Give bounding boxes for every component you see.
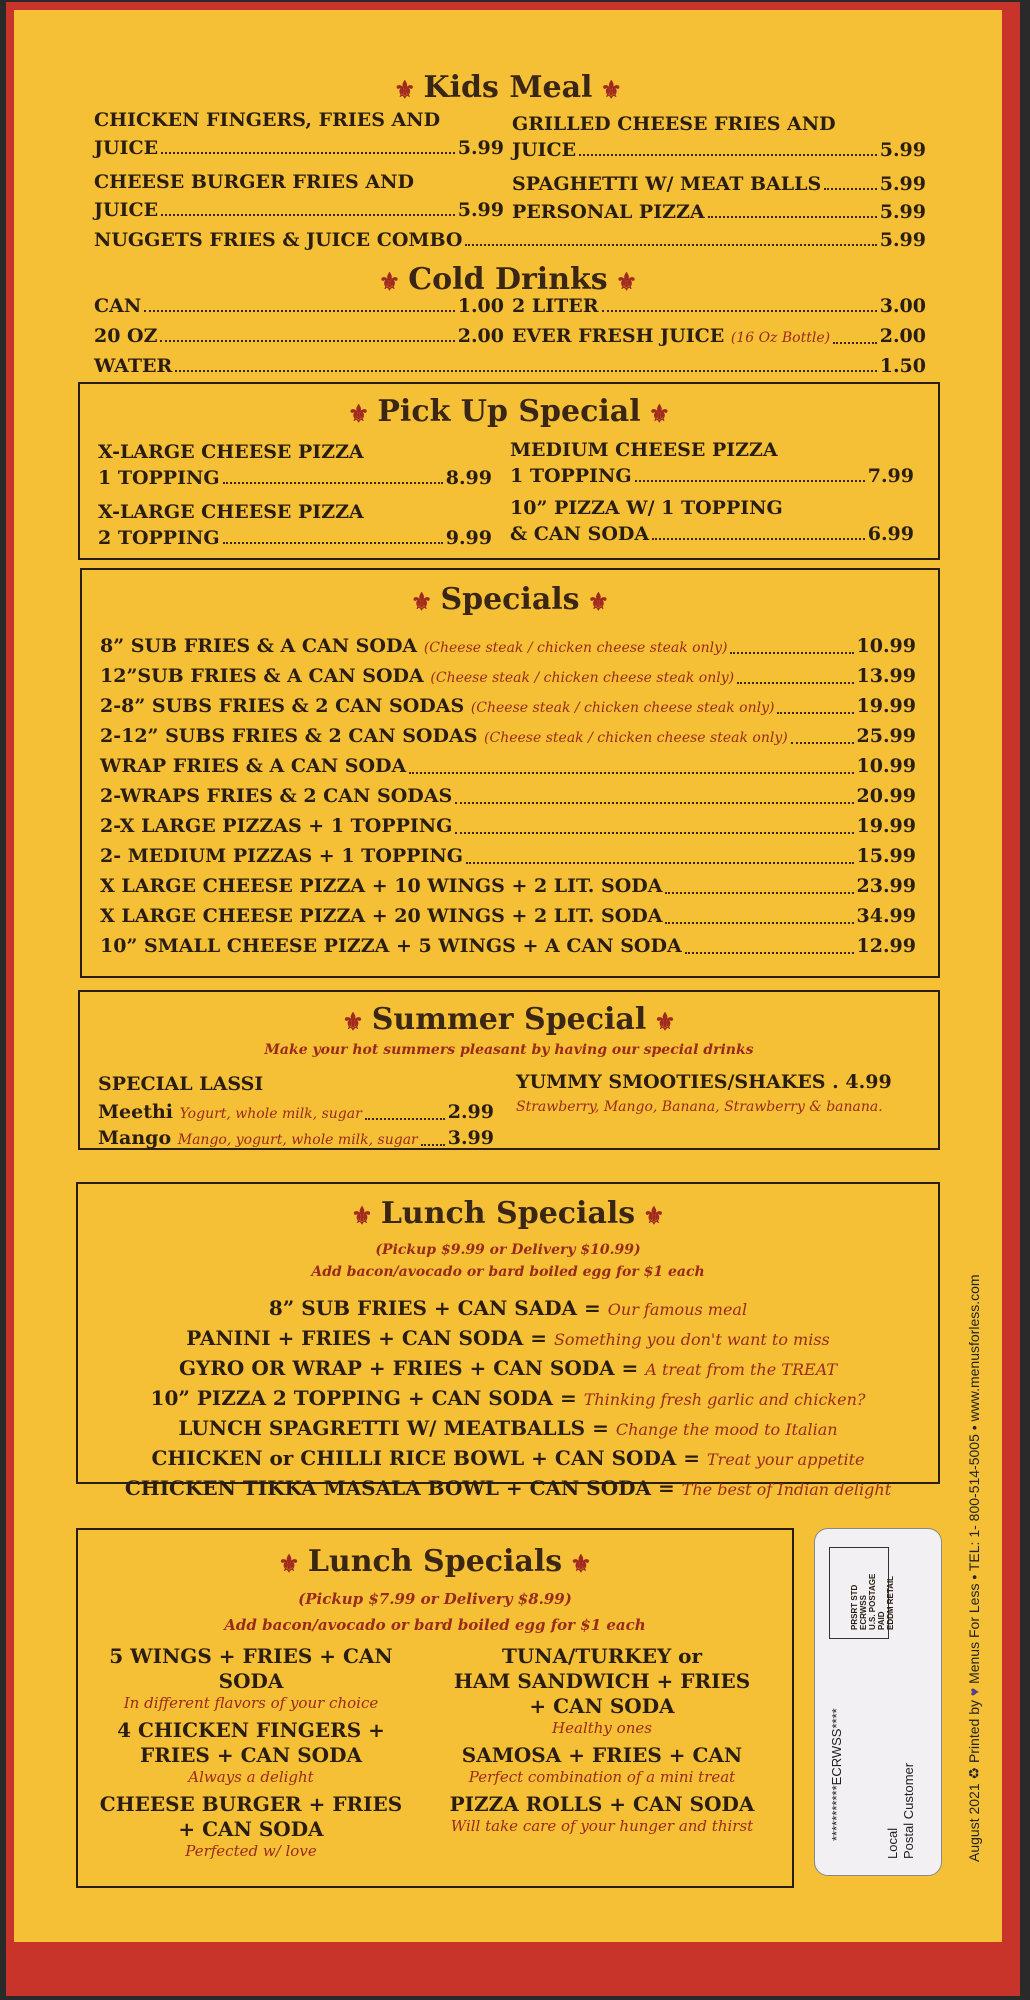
leaf-ornament-icon: ⚜	[410, 586, 433, 616]
ecrwss-line: ***********ECRWSS****	[829, 1708, 844, 1841]
lunch-2-item: PIZZA ROLLS + CAN SODA Will take care of your hunger and thirst	[449, 1792, 755, 1835]
summer-special-box	[78, 990, 940, 1150]
lunch-2-pricing: (Pickup $7.99 or Delivery $8.99)	[298, 1590, 572, 1608]
pickup-special-box	[78, 382, 940, 560]
menu-page	[14, 10, 1002, 1942]
pickup-item-4-line1: 10” PIZZA W/ 1 TOPPING	[510, 497, 783, 519]
kids-item-1: JUICE 5.99	[94, 137, 504, 159]
specials-item: 2-12” SUBS FRIES & 2 CAN SODAS (Cheese steak / chicken cheese steak only) 25.99	[100, 725, 916, 747]
lunch-1-item: GYRO OR WRAP + FRIES + CAN SODA = A treat from the TREAT	[178, 1356, 838, 1380]
brand-heart-icon: ♥	[966, 1687, 982, 1697]
pickup-item-1-line1: X-LARGE CHEESE PIZZA	[98, 441, 364, 463]
specials-item: 2-WRAPS FRIES & 2 CAN SODAS 20.99	[100, 785, 916, 807]
leaf-ornament-icon: ⚜	[643, 1200, 665, 1230]
lunch-1-addon: Add bacon/avocado or bard boiled egg for $1 each	[311, 1264, 705, 1280]
leaf-ornament-icon: ⚜	[351, 1200, 373, 1230]
cold-drinks-title: ⚜ Cold Drinks ⚜	[378, 262, 638, 297]
lunch-1-pricing: (Pickup $9.99 or Delivery $10.99)	[375, 1242, 641, 1258]
lunch-1-item: LUNCH SPAGRETTI W/ MEATBALLS = Change the mood to Italian	[178, 1416, 838, 1440]
kids-item-6: NUGGETS FRIES & JUICE COMBO 5.99	[94, 229, 926, 251]
postage-text: PRSRT STD ECRWSS U.S. POSTAGE PAID EDDM RETAIL	[850, 1573, 895, 1630]
smoothies-desc: Strawberry, Mango, Banana, Strawberry & banana.	[516, 1099, 883, 1115]
pickup-item-1: 1 TOPPING 8.99	[98, 467, 492, 489]
leaf-ornament-icon: ⚜	[587, 586, 610, 616]
specials-item: 10” SMALL CHEESE PIZZA + 5 WINGS + A CAN SODA 12.99	[100, 935, 916, 957]
lunch-specials-1-box	[76, 1182, 940, 1500]
lunch-1-item: PANINI + FRIES + CAN SODA = Something you don't want to miss	[186, 1326, 830, 1350]
summer-special-title: ⚜ Summer Special ⚜	[342, 1002, 676, 1037]
postage-indicia	[829, 1547, 895, 1639]
leaf-ornament-icon: ⚜	[394, 74, 416, 104]
lunch-1-item: CHICKEN or CHILLI RICE BOWL + CAN SODA = Treat your appetite	[151, 1446, 865, 1470]
kids-item-1-line1: CHICKEN FINGERS, FRIES AND	[94, 109, 441, 131]
lunch-2-item: 4 CHICKEN FINGERS + FRIES + CAN SODA Always a delight	[117, 1718, 385, 1786]
printer-footer: August 2021 ♻ Printed by ♥ Menus For Less • TEL: 1- 800-514-5005 • www.menusforless.com	[966, 1274, 982, 1862]
pickup-special-title: ⚜ Pick Up Special ⚜	[347, 394, 671, 429]
kids-item-5: PERSONAL PIZZA 5.99	[512, 201, 926, 223]
lunch-1-list	[78, 1294, 938, 1504]
specials-item: 8” SUB FRIES & A CAN SODA (Cheese steak / chicken cheese steak only) 10.99	[100, 635, 916, 657]
postal-customer: Local Postal Customer	[885, 1762, 916, 1859]
specials-title: ⚜ Specials ⚜	[410, 582, 610, 617]
leaf-ornament-icon: ⚜	[570, 1548, 592, 1578]
lassi-meethi: Meethi Yogurt, whole milk, sugar 2.99	[98, 1101, 494, 1123]
specials-item: 2-X LARGE PIZZAS + 1 TOPPING 19.99	[100, 815, 916, 837]
drink-20oz: 20 OZ 2.00	[94, 325, 504, 347]
kids-item-4: SPAGHETTI W/ MEAT BALLS 5.99	[512, 173, 926, 195]
kids-item-3: JUICE 5.99	[94, 199, 504, 221]
leaf-ornament-icon: ⚜	[347, 398, 370, 428]
kids-item-2-line1: GRILLED CHEESE FRIES AND	[512, 113, 836, 135]
specials-item: X LARGE CHEESE PIZZA + 20 WINGS + 2 LIT. SODA 34.99	[100, 905, 916, 927]
lunch-2-left-column	[86, 1644, 416, 1866]
lunch-2-item: 5 WINGS + FRIES + CAN SODA In different flavors of your choice	[109, 1644, 393, 1712]
drink-can: CAN 1.00	[94, 295, 504, 317]
pickup-item-3-line1: X-LARGE CHEESE PIZZA	[98, 501, 364, 523]
specials-item: WRAP FRIES & A CAN SODA 10.99	[100, 755, 916, 777]
lunch-specials-2-title: ⚜ Lunch Specials ⚜	[278, 1544, 592, 1579]
drink-water: WATER 1.50	[94, 355, 926, 377]
mailing-panel	[814, 1528, 942, 1876]
leaf-ornament-icon: ⚜	[342, 1006, 364, 1036]
leaf-ornament-icon: ⚜	[615, 266, 638, 296]
specials-item: 2- MEDIUM PIZZAS + 1 TOPPING 15.99	[100, 845, 916, 867]
drink-2-liter: 2 LITER 3.00	[512, 295, 926, 317]
summer-subtitle: Make your hot summers pleasant by having our special drinks	[264, 1042, 754, 1058]
lunch-2-item: SAMOSA + FRIES + CAN Perfect combination of a mini treat	[461, 1743, 743, 1786]
lunch-2-right-column	[422, 1644, 782, 1841]
lunch-2-item: CHEESE BURGER + FRIES + CAN SODA Perfected w/ love	[99, 1792, 403, 1860]
kids-item-3-line1: CHEESE BURGER FRIES AND	[94, 171, 414, 193]
kids-item-2: JUICE 5.99	[512, 139, 926, 161]
lunch-2-addon: Add bacon/avocado or bard boiled egg for $1 each	[224, 1616, 646, 1634]
specials-box	[80, 568, 940, 978]
drink-ever-fresh-juice: EVER FRESH JUICE (16 Oz Bottle) 2.00	[512, 325, 926, 347]
lunch-specials-1-title: ⚜ Lunch Specials ⚜	[351, 1196, 665, 1231]
lunch-1-item: 10” PIZZA 2 TOPPING + CAN SODA = Thinking fresh garlic and chicken?	[150, 1386, 866, 1410]
lunch-1-item: 8” SUB FRIES + CAN SADA = Our famous meal	[268, 1296, 748, 1320]
lunch-2-item: TUNA/TURKEY or HAM SANDWICH + FRIES + CAN SODA Healthy ones	[453, 1644, 751, 1737]
leaf-ornament-icon: ⚜	[278, 1548, 300, 1578]
specials-item: X LARGE CHEESE PIZZA + 10 WINGS + 2 LIT. SODA 23.99	[100, 875, 916, 897]
lassi-mango: Mango Mango, yogurt, whole milk, sugar 3.99	[98, 1127, 494, 1149]
specials-item: 2-8” SUBS FRIES & 2 CAN SODAS (Cheese steak / chicken cheese steak only) 19.99	[100, 695, 916, 717]
kids-meal-title: ⚜ Kids Meal ⚜	[394, 70, 622, 105]
pickup-item-2-line1: MEDIUM CHEESE PIZZA	[510, 439, 778, 461]
leaf-ornament-icon: ⚜	[648, 398, 671, 428]
lassi-heading: SPECIAL LASSI	[98, 1073, 264, 1095]
smoothies-shakes: YUMMY SMOOTIES/SHAKES . 4.99	[516, 1071, 892, 1093]
pickup-item-3: 2 TOPPING 9.99	[98, 527, 492, 549]
pickup-item-2: 1 TOPPING 7.99	[510, 465, 914, 487]
lunch-1-item: CHICKEN TIKKA MASALA BOWL + CAN SODA = The best of Indian delight	[124, 1476, 892, 1500]
leaf-ornament-icon: ⚜	[378, 266, 401, 296]
lunch-specials-2-box	[76, 1528, 794, 1888]
specials-item: 12”SUB FRIES & A CAN SODA (Cheese steak / chicken cheese steak only) 13.99	[100, 665, 916, 687]
leaf-ornament-icon: ⚜	[600, 74, 622, 104]
leaf-ornament-icon: ⚜	[654, 1006, 676, 1036]
pickup-item-4: & CAN SODA 6.99	[510, 523, 914, 545]
